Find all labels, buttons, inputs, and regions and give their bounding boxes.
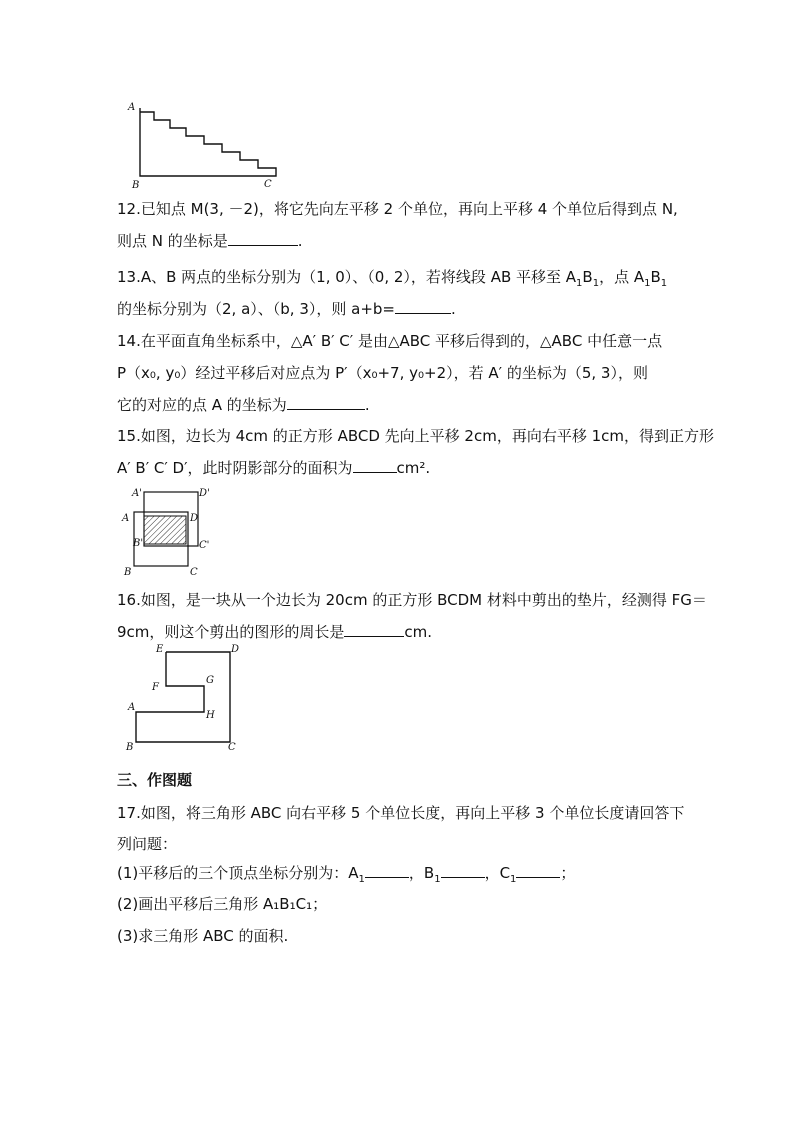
- q17-sub-b: 1: [434, 874, 441, 885]
- gasket-label-c: C: [228, 742, 236, 753]
- stairs-label-c: C: [264, 179, 272, 190]
- stairs-label-a: A: [128, 102, 136, 113]
- q13-line-2-text: 的坐标分别为（2, a）、（b, 3），则 a+b=: [117, 300, 395, 318]
- staircase-figure: [124, 98, 284, 190]
- q15-line-2-end: cm².: [396, 459, 431, 477]
- sq-label-b1: B': [133, 538, 144, 549]
- q13-sub-a1-2: 1: [644, 278, 651, 289]
- q12-line-1: 12.已知点 M(3, －2)，将它先向左平移 2 个单位，再向上平移 4 个单位后得到点 N,: [117, 200, 678, 218]
- staircase-outline: [140, 108, 276, 176]
- q17-sub-a: 1: [358, 874, 365, 885]
- sq-label-c1: C': [199, 540, 210, 551]
- q14-line-3-text: 它的对应的点 A 的坐标为: [117, 396, 287, 414]
- q17-line-1: 17.如图，将三角形 ABC 向右平移 5 个单位长度，再向上平移 3 个单位长度请回答下: [117, 804, 685, 822]
- q17-line-3-end: ；: [560, 864, 576, 882]
- q13-line-1-after: ，点 A: [599, 268, 645, 286]
- gasket-label-b: B: [126, 742, 134, 753]
- gasket-label-h: H: [206, 710, 215, 721]
- q17-blank-a1[interactable]: [365, 863, 409, 878]
- q14-line-2: P（x₀, y₀）经过平移后对应点为 P′（x₀+7, y₀+2），若 A′ 的坐标为（5, 3），则: [117, 364, 648, 382]
- q17-line-5: (3)求三角形 ABC 的面积.: [117, 927, 289, 945]
- q13-line-1-b2: B: [650, 268, 661, 286]
- q12-line-2: [117, 231, 303, 251]
- q17-line-3-text: (1)平移后的三个顶点坐标分别为：A: [117, 864, 359, 882]
- q17-line-2: 列问题：: [117, 835, 178, 853]
- gasket-outline: [136, 652, 230, 742]
- gasket-label-a: A: [128, 702, 136, 713]
- q14-line-1: 14.在平面直角坐标系中，△A′ B′ C′ 是由△ABC 平移后得到的，△ABC 中任意一点: [117, 332, 663, 350]
- q17-line-3: [117, 863, 575, 890]
- q17-line-3-b: ，B: [408, 864, 435, 882]
- q15-line-1: 15.如图，边长为 4cm 的正方形 ABCD 先向上平移 2cm，再向右平移 1cm，得到正方形: [117, 427, 714, 445]
- q16-line-1: 16.如图，是一块从一个边长为 20cm 的正方形 BCDM 材料中剪出的垫片，经测得 FG＝: [117, 591, 707, 609]
- squares-figure: [118, 484, 218, 580]
- sq-label-d: D: [190, 513, 199, 524]
- q17-sub-c: 1: [510, 874, 517, 885]
- q12-line-2-end: .: [297, 232, 303, 250]
- q12-line-2-text: 则点 N 的坐标是: [117, 232, 228, 250]
- q13-sub-b1-2: 1: [660, 278, 668, 289]
- sq-label-a: A: [122, 513, 130, 524]
- q17-blank-c1[interactable]: [516, 863, 560, 878]
- q13-line-2: [117, 299, 456, 319]
- q13-line-1-b: B: [582, 268, 593, 286]
- q16-line-2-end: cm.: [404, 623, 433, 641]
- stairs-label-b: B: [132, 180, 140, 190]
- sq-label-d1: D': [199, 488, 210, 499]
- q17-line-3-c: ，C: [484, 864, 511, 882]
- q13-sub-b1: 1: [592, 278, 600, 289]
- sq-label-c: C: [190, 567, 198, 578]
- q12-answer-blank[interactable]: [228, 231, 298, 246]
- q14-line-3-end: .: [364, 396, 370, 414]
- q16-answer-blank[interactable]: [344, 622, 404, 637]
- q15-answer-blank[interactable]: [353, 458, 397, 473]
- gasket-label-g: G: [206, 675, 214, 686]
- q16-line-2: [117, 622, 432, 642]
- gasket-label-f: F: [152, 682, 159, 693]
- q14-line-3: [117, 395, 370, 415]
- sq-label-a1: A': [132, 488, 142, 499]
- q13-sub-a1: 1: [576, 278, 583, 289]
- gasket-figure: [120, 642, 244, 754]
- sq-label-b: B: [124, 567, 132, 578]
- gasket-label-e: E: [156, 644, 164, 655]
- q13-answer-blank[interactable]: [395, 299, 451, 314]
- q15-line-2: [117, 458, 430, 478]
- q17-blank-b1[interactable]: [441, 863, 485, 878]
- q16-line-2-text: 9cm，则这个剪出的图形的周长是: [117, 623, 345, 641]
- q13-line-1-text: 13.A、B 两点的坐标分别为（1, 0）、（0, 2），若将线段 AB 平移至 A: [117, 268, 577, 286]
- gasket-label-d: D: [231, 644, 240, 655]
- section-title: 三、作图题: [117, 771, 193, 789]
- shaded-overlap: [144, 516, 186, 544]
- q15-line-2-text: A′ B′ C′ D′，此时阴影部分的面积为: [117, 459, 353, 477]
- q13-line-1: [117, 267, 667, 294]
- q13-line-2-end: .: [451, 300, 456, 318]
- q14-answer-blank[interactable]: [287, 395, 365, 410]
- q17-line-4: (2)画出平移后三角形 A₁B₁C₁；: [117, 895, 328, 913]
